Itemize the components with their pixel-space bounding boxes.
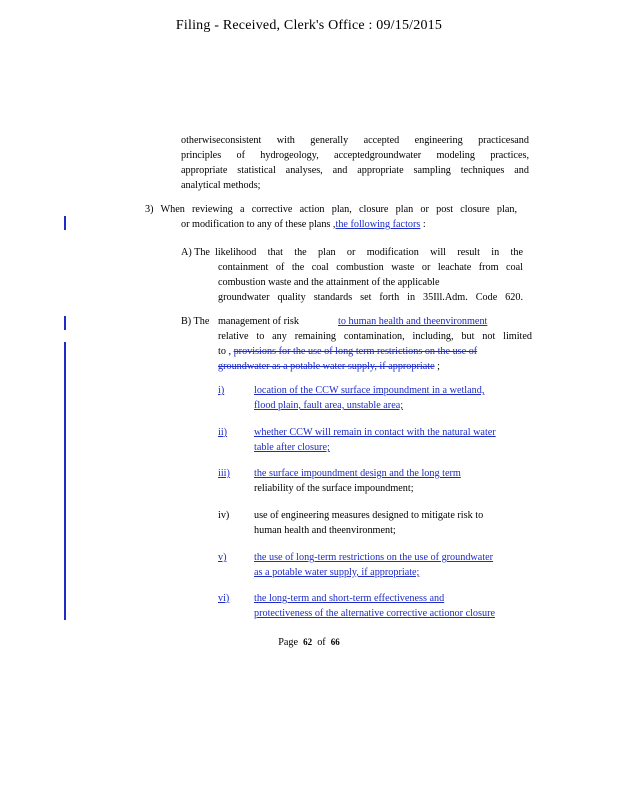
plain-text: or modification to any of these plans , [181, 219, 336, 230]
subitem-numeral: ii) [218, 427, 228, 438]
plain-text: management of risk [218, 316, 299, 327]
change-bar [64, 216, 66, 230]
text-line: whether CCW will remain in contact with the natural water [254, 427, 496, 438]
item-b-marker: B) The [181, 316, 210, 327]
text-line: human health and theenvironment; [254, 525, 396, 536]
text-line: the surface impoundment design and the long term [254, 468, 461, 479]
subitem-vi [254, 591, 542, 621]
text-line [218, 359, 530, 374]
text-line: the long-term and short-term effectiveness and [254, 593, 445, 604]
text-line: as a potable water supply, if appropriate; [254, 567, 420, 578]
subitem-numeral: iii) [218, 468, 230, 479]
text-line: appropriate statistical analyses, and appropriate sampling techniques and [181, 165, 529, 176]
text-line: containment of the coal combustion waste or leachate from coal [218, 262, 523, 273]
text-line: protectiveness of the alternative corrective actionor closure [254, 608, 495, 619]
text-line: flood plain, fault area, unstable area; [254, 400, 404, 411]
inserted-text: the following factors [335, 219, 421, 230]
subitem-iii [254, 466, 504, 496]
text-line: use of engineering measures designed to mitigate risk to [254, 510, 484, 521]
text-line: reliability of the surface impoundment; [254, 483, 414, 494]
text-line [218, 314, 530, 329]
change-bar [64, 316, 66, 330]
change-bar [64, 342, 66, 620]
subitem-numeral: vi) [218, 593, 230, 604]
item-3-paragraph [145, 202, 517, 232]
text-line: analytical methods; [181, 180, 261, 191]
text-line [218, 344, 530, 359]
plain-text: ; [434, 361, 440, 372]
subitem-i [254, 383, 530, 413]
text-line: combustion waste and the attainment of the applicable [218, 277, 440, 288]
of-label: of [317, 637, 326, 648]
subitem-iv [254, 508, 524, 538]
item-a-paragraph [215, 245, 523, 305]
subitem-numeral: iv) [218, 510, 230, 521]
subitem-v [254, 550, 530, 580]
inserted-text: to human health and theenvironment [338, 316, 488, 327]
text-line: relative to any remaining contamination, including, but not limited [218, 331, 532, 342]
subitem-ii [254, 425, 542, 455]
text-line: location of the CCW surface impoundment in a wetland, [254, 385, 485, 396]
plain-text: : [420, 219, 426, 230]
text-line: principles of hydrogeology, acceptedgroundwater modeling practices, [181, 150, 529, 161]
text-line: likelihood that the plan or modification will result in the [215, 247, 523, 258]
intro-paragraph [181, 133, 529, 193]
page-footer [0, 637, 618, 648]
page-label: Page [278, 637, 299, 648]
text-line: groundwater quality standards set forth in 35Ill.Adm. Code 620. [218, 292, 523, 303]
filing-stamp-header: Filing - Received, Clerk's Office : 09/15/2015 [175, 18, 443, 33]
page-number: 62 [303, 637, 313, 647]
text-line: 3) When reviewing a corrective action plan, closure plan or post closure plan, [145, 204, 517, 215]
plain-text: to , [218, 346, 232, 357]
page-total: 66 [330, 637, 340, 647]
text-line [145, 217, 517, 232]
item-b-paragraph [218, 314, 530, 374]
subitem-numeral: i) [218, 385, 225, 396]
text-line: table after closure; [254, 442, 330, 453]
deleted-text: groundwater as a potable water supply, if appropriate [218, 361, 435, 372]
text-line: otherwiseconsistent with generally accepted engineering practicesand [181, 135, 529, 146]
item-a-marker: A) The [181, 247, 210, 258]
subitem-numeral: v) [218, 552, 227, 563]
text-line: the use of long-term restrictions on the use of groundwater [254, 552, 494, 563]
deleted-text: provisions for the use of long term restrictions on the use of [233, 346, 478, 357]
